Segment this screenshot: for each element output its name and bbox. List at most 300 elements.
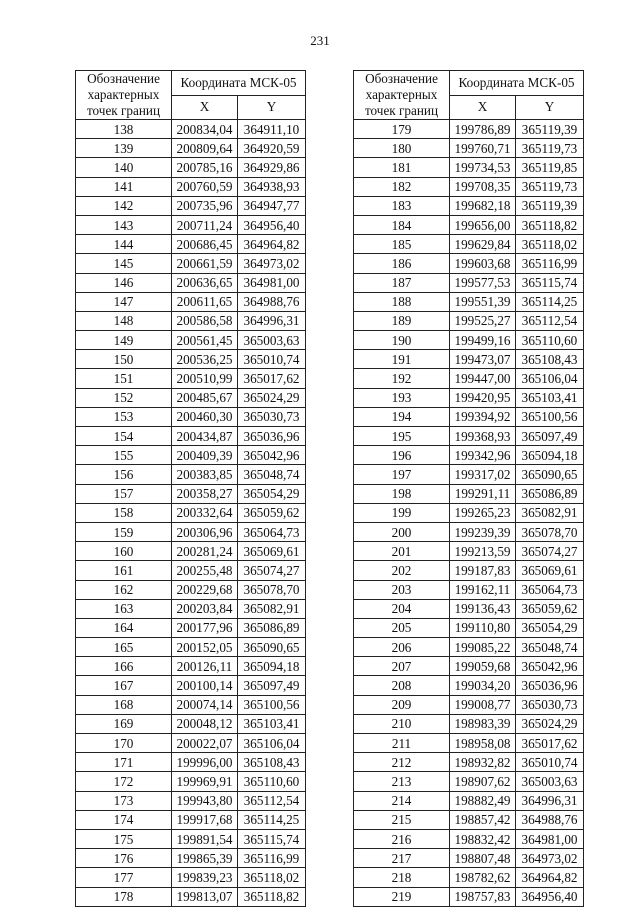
table-row — [354, 215, 584, 234]
point-number-cell: 184 — [354, 215, 450, 234]
point-number-cell: 217 — [354, 849, 450, 868]
point-number-cell: 194 — [354, 407, 450, 426]
point-number-cell: 152 — [76, 388, 172, 407]
y-coordinate-cell: 365112,54 — [516, 311, 584, 330]
table-row — [354, 599, 584, 618]
table-row — [76, 657, 306, 676]
point-number-cell: 163 — [76, 599, 172, 618]
table-row — [354, 120, 584, 139]
point-number-cell: 202 — [354, 561, 450, 580]
x-coordinate-cell: 200809,64 — [172, 139, 238, 158]
table-row — [354, 177, 584, 196]
x-coordinate-cell: 200281,24 — [172, 542, 238, 561]
y-coordinate-cell: 365115,74 — [516, 273, 584, 292]
point-number-cell: 206 — [354, 638, 450, 657]
y-coordinate-cell: 365118,82 — [238, 887, 306, 906]
point-number-cell: 140 — [76, 158, 172, 177]
point-number-cell: 188 — [354, 292, 450, 311]
x-coordinate-cell: 200485,67 — [172, 388, 238, 407]
page-number: 231 — [310, 33, 330, 48]
table-row — [76, 120, 306, 139]
point-number-cell: 153 — [76, 407, 172, 426]
y-coordinate-cell: 365118,82 — [516, 215, 584, 234]
x-coordinate-cell: 198958,08 — [450, 734, 516, 753]
y-coordinate-cell: 364996,31 — [238, 311, 306, 330]
table-row — [354, 369, 584, 388]
table-row — [76, 695, 306, 714]
table-row — [354, 254, 584, 273]
point-number-cell: 190 — [354, 331, 450, 350]
x-coordinate-cell: 199394,92 — [450, 407, 516, 426]
table-row — [76, 484, 306, 503]
point-number-cell: 177 — [76, 868, 172, 887]
table-row — [76, 254, 306, 273]
point-number-cell: 208 — [354, 676, 450, 695]
y-coordinate-cell: 365003,63 — [516, 772, 584, 791]
x-coordinate-cell: 199059,68 — [450, 657, 516, 676]
x-coordinate-cell: 199917,68 — [172, 810, 238, 829]
y-coordinate-cell: 364911,10 — [238, 120, 306, 139]
y-coordinate-cell: 364956,40 — [238, 215, 306, 234]
x-coordinate-cell: 200100,14 — [172, 676, 238, 695]
header-coordinate: Координата МСК-05 — [450, 71, 584, 96]
header-y: Y — [516, 95, 584, 120]
point-number-cell: 155 — [76, 446, 172, 465]
point-number-cell: 191 — [354, 350, 450, 369]
y-coordinate-cell: 365110,60 — [238, 772, 306, 791]
point-number-cell: 198 — [354, 484, 450, 503]
y-coordinate-cell: 365042,96 — [238, 446, 306, 465]
y-coordinate-cell: 365024,29 — [516, 714, 584, 733]
y-coordinate-cell: 365078,70 — [516, 522, 584, 541]
point-number-cell: 216 — [354, 829, 450, 848]
table-row — [354, 388, 584, 407]
point-number-cell: 148 — [76, 311, 172, 330]
point-number-cell: 213 — [354, 772, 450, 791]
point-number-cell: 139 — [76, 139, 172, 158]
point-number-cell: 187 — [354, 273, 450, 292]
x-coordinate-cell: 200358,27 — [172, 484, 238, 503]
point-number-cell: 151 — [76, 369, 172, 388]
y-coordinate-cell: 365064,73 — [516, 580, 584, 599]
y-coordinate-cell: 364988,76 — [238, 292, 306, 311]
table-row — [76, 388, 306, 407]
point-number-cell: 201 — [354, 542, 450, 561]
y-coordinate-cell: 365048,74 — [238, 465, 306, 484]
y-coordinate-cell: 365064,73 — [238, 522, 306, 541]
y-coordinate-cell: 365082,91 — [516, 503, 584, 522]
point-number-cell: 165 — [76, 638, 172, 657]
table-row — [76, 638, 306, 657]
point-number-cell: 200 — [354, 522, 450, 541]
point-number-cell: 212 — [354, 753, 450, 772]
x-coordinate-cell: 199629,84 — [450, 235, 516, 254]
y-coordinate-cell: 365112,54 — [238, 791, 306, 810]
y-coordinate-cell: 365094,18 — [238, 657, 306, 676]
table-row — [354, 734, 584, 753]
x-coordinate-cell: 200586,58 — [172, 311, 238, 330]
y-coordinate-cell: 365010,74 — [516, 753, 584, 772]
x-coordinate-cell: 200152,05 — [172, 638, 238, 657]
y-coordinate-cell: 365116,99 — [516, 254, 584, 273]
point-number-cell: 209 — [354, 695, 450, 714]
coordinates-table-left — [75, 70, 306, 907]
y-coordinate-cell: 365048,74 — [516, 638, 584, 657]
y-coordinate-cell: 365115,74 — [238, 829, 306, 848]
x-coordinate-cell: 199420,95 — [450, 388, 516, 407]
x-coordinate-cell: 198832,42 — [450, 829, 516, 848]
table-row — [76, 734, 306, 753]
x-coordinate-cell: 200177,96 — [172, 618, 238, 637]
y-coordinate-cell: 364956,40 — [516, 887, 584, 906]
point-number-cell: 192 — [354, 369, 450, 388]
table-row — [354, 158, 584, 177]
table-row — [76, 446, 306, 465]
y-coordinate-cell: 365036,96 — [516, 676, 584, 695]
point-number-cell: 160 — [76, 542, 172, 561]
x-coordinate-cell: 200255,48 — [172, 561, 238, 580]
point-number-cell: 157 — [76, 484, 172, 503]
y-coordinate-cell: 365118,02 — [516, 235, 584, 254]
x-coordinate-cell: 198983,39 — [450, 714, 516, 733]
y-coordinate-cell: 365114,25 — [516, 292, 584, 311]
y-coordinate-cell: 365030,73 — [238, 407, 306, 426]
y-coordinate-cell: 365094,18 — [516, 446, 584, 465]
point-number-cell: 141 — [76, 177, 172, 196]
table-row — [354, 350, 584, 369]
x-coordinate-cell: 200510,99 — [172, 369, 238, 388]
table-row — [354, 446, 584, 465]
x-coordinate-cell: 200409,39 — [172, 446, 238, 465]
table-row — [354, 829, 584, 848]
point-number-cell: 211 — [354, 734, 450, 753]
table-row — [354, 657, 584, 676]
x-coordinate-cell: 200074,14 — [172, 695, 238, 714]
x-coordinate-cell: 200735,96 — [172, 196, 238, 215]
y-coordinate-cell: 364981,00 — [516, 829, 584, 848]
table-row — [354, 503, 584, 522]
table-row — [354, 638, 584, 657]
y-coordinate-cell: 365042,96 — [516, 657, 584, 676]
table-row — [354, 810, 584, 829]
table-row — [354, 273, 584, 292]
point-number-cell: 167 — [76, 676, 172, 695]
x-coordinate-cell: 199839,23 — [172, 868, 238, 887]
table-row — [354, 311, 584, 330]
x-coordinate-cell: 199525,27 — [450, 311, 516, 330]
point-number-cell: 147 — [76, 292, 172, 311]
table-row — [354, 522, 584, 541]
point-number-cell: 186 — [354, 254, 450, 273]
y-coordinate-cell: 365036,96 — [238, 427, 306, 446]
table-row — [354, 235, 584, 254]
table-row — [76, 369, 306, 388]
y-coordinate-cell: 364920,59 — [238, 139, 306, 158]
table-row — [354, 714, 584, 733]
point-number-cell: 149 — [76, 331, 172, 350]
table-row — [354, 580, 584, 599]
x-coordinate-cell: 199317,02 — [450, 465, 516, 484]
y-coordinate-cell: 365074,27 — [238, 561, 306, 580]
table-row — [76, 618, 306, 637]
table-row — [76, 599, 306, 618]
table-row — [76, 331, 306, 350]
x-coordinate-cell: 199265,23 — [450, 503, 516, 522]
y-coordinate-cell: 365114,25 — [238, 810, 306, 829]
y-coordinate-cell: 364929,86 — [238, 158, 306, 177]
y-coordinate-cell: 365090,65 — [516, 465, 584, 484]
y-coordinate-cell: 364981,00 — [238, 273, 306, 292]
y-coordinate-cell: 364988,76 — [516, 810, 584, 829]
x-coordinate-cell: 200760,59 — [172, 177, 238, 196]
point-number-cell: 156 — [76, 465, 172, 484]
y-coordinate-cell: 365119,73 — [516, 177, 584, 196]
point-number-cell: 203 — [354, 580, 450, 599]
y-coordinate-cell: 364973,02 — [516, 849, 584, 868]
y-coordinate-cell: 365118,02 — [238, 868, 306, 887]
table-row — [76, 427, 306, 446]
x-coordinate-cell: 199473,07 — [450, 350, 516, 369]
y-coordinate-cell: 365116,99 — [238, 849, 306, 868]
x-coordinate-cell: 199239,39 — [450, 522, 516, 541]
point-number-cell: 166 — [76, 657, 172, 676]
point-number-cell: 168 — [76, 695, 172, 714]
x-coordinate-cell: 199499,16 — [450, 331, 516, 350]
point-number-cell: 218 — [354, 868, 450, 887]
x-coordinate-cell: 200711,24 — [172, 215, 238, 234]
x-coordinate-cell: 199162,11 — [450, 580, 516, 599]
point-number-cell: 197 — [354, 465, 450, 484]
y-coordinate-cell: 365086,89 — [516, 484, 584, 503]
x-coordinate-cell: 200332,64 — [172, 503, 238, 522]
table-row — [354, 753, 584, 772]
x-coordinate-cell: 199008,77 — [450, 695, 516, 714]
point-number-cell: 215 — [354, 810, 450, 829]
point-number-cell: 189 — [354, 311, 450, 330]
x-coordinate-cell: 200229,68 — [172, 580, 238, 599]
y-coordinate-cell: 365119,85 — [516, 158, 584, 177]
x-coordinate-cell: 199786,89 — [450, 120, 516, 139]
point-number-cell: 219 — [354, 887, 450, 906]
y-coordinate-cell: 365024,29 — [238, 388, 306, 407]
x-coordinate-cell: 200686,45 — [172, 235, 238, 254]
table-row — [354, 292, 584, 311]
x-coordinate-cell: 198757,83 — [450, 887, 516, 906]
x-coordinate-cell: 200636,65 — [172, 273, 238, 292]
point-number-cell: 173 — [76, 791, 172, 810]
x-coordinate-cell: 199551,39 — [450, 292, 516, 311]
table-row — [354, 791, 584, 810]
x-coordinate-cell: 198882,49 — [450, 791, 516, 810]
x-coordinate-cell: 199291,11 — [450, 484, 516, 503]
x-coordinate-cell: 199187,83 — [450, 561, 516, 580]
table-row — [76, 465, 306, 484]
y-coordinate-cell: 365106,04 — [238, 734, 306, 753]
point-number-cell: 199 — [354, 503, 450, 522]
point-number-cell: 195 — [354, 427, 450, 446]
x-coordinate-cell: 198907,62 — [450, 772, 516, 791]
point-number-cell: 183 — [354, 196, 450, 215]
point-number-cell: 210 — [354, 714, 450, 733]
point-number-cell: 204 — [354, 599, 450, 618]
table-row — [76, 311, 306, 330]
header-designation: Обозначение характерных точек границ — [76, 71, 172, 120]
x-coordinate-cell: 200126,11 — [172, 657, 238, 676]
x-coordinate-cell: 200834,04 — [172, 120, 238, 139]
table-row — [354, 676, 584, 695]
header-x: X — [172, 95, 238, 120]
x-coordinate-cell: 199943,80 — [172, 791, 238, 810]
table-row — [76, 791, 306, 810]
point-number-cell: 162 — [76, 580, 172, 599]
point-number-cell: 185 — [354, 235, 450, 254]
x-coordinate-cell: 198932,82 — [450, 753, 516, 772]
point-number-cell: 172 — [76, 772, 172, 791]
point-number-cell: 175 — [76, 829, 172, 848]
x-coordinate-cell: 199734,53 — [450, 158, 516, 177]
y-coordinate-cell: 365097,49 — [238, 676, 306, 695]
table-row — [354, 139, 584, 158]
x-coordinate-cell: 200022,07 — [172, 734, 238, 753]
y-coordinate-cell: 365119,73 — [516, 139, 584, 158]
table-row — [76, 235, 306, 254]
y-coordinate-cell: 365100,56 — [516, 407, 584, 426]
y-coordinate-cell: 365059,62 — [516, 599, 584, 618]
point-number-cell: 181 — [354, 158, 450, 177]
table-row — [354, 484, 584, 503]
table-row — [76, 292, 306, 311]
point-number-cell: 205 — [354, 618, 450, 637]
table-row — [76, 522, 306, 541]
y-coordinate-cell: 365059,62 — [238, 503, 306, 522]
table-row — [354, 407, 584, 426]
x-coordinate-cell: 199760,71 — [450, 139, 516, 158]
table-row — [76, 215, 306, 234]
x-coordinate-cell: 200383,85 — [172, 465, 238, 484]
header-coordinate: Координата МСК-05 — [172, 71, 306, 96]
x-coordinate-cell: 200434,87 — [172, 427, 238, 446]
point-number-cell: 182 — [354, 177, 450, 196]
table-row — [76, 810, 306, 829]
point-number-cell: 207 — [354, 657, 450, 676]
x-coordinate-cell: 199865,39 — [172, 849, 238, 868]
table-row — [76, 158, 306, 177]
point-number-cell: 161 — [76, 561, 172, 580]
table-row — [354, 331, 584, 350]
point-number-cell: 150 — [76, 350, 172, 369]
point-number-cell: 171 — [76, 753, 172, 772]
x-coordinate-cell: 199969,91 — [172, 772, 238, 791]
x-coordinate-cell: 199368,93 — [450, 427, 516, 446]
table-row — [76, 753, 306, 772]
x-coordinate-cell: 198857,42 — [450, 810, 516, 829]
y-coordinate-cell: 365110,60 — [516, 331, 584, 350]
header-designation: Обозначение характерных точек границ — [354, 71, 450, 120]
table-row — [354, 465, 584, 484]
y-coordinate-cell: 365017,62 — [516, 734, 584, 753]
point-number-cell: 193 — [354, 388, 450, 407]
header-y: Y — [238, 95, 306, 120]
point-number-cell: 196 — [354, 446, 450, 465]
table-row — [76, 561, 306, 580]
x-coordinate-cell: 200460,30 — [172, 407, 238, 426]
x-coordinate-cell: 200785,16 — [172, 158, 238, 177]
point-number-cell: 142 — [76, 196, 172, 215]
point-number-cell: 159 — [76, 522, 172, 541]
y-coordinate-cell: 364947,77 — [238, 196, 306, 215]
y-coordinate-cell: 365106,04 — [516, 369, 584, 388]
table-row — [354, 695, 584, 714]
y-coordinate-cell: 365103,41 — [238, 714, 306, 733]
x-coordinate-cell: 198807,48 — [450, 849, 516, 868]
y-coordinate-cell: 365017,62 — [238, 369, 306, 388]
table-row — [354, 849, 584, 868]
point-number-cell: 180 — [354, 139, 450, 158]
table-row — [354, 427, 584, 446]
x-coordinate-cell: 198782,62 — [450, 868, 516, 887]
y-coordinate-cell: 365086,89 — [238, 618, 306, 637]
table-row — [76, 407, 306, 426]
table-row — [354, 618, 584, 637]
y-coordinate-cell: 364973,02 — [238, 254, 306, 273]
x-coordinate-cell: 199342,96 — [450, 446, 516, 465]
point-number-cell: 158 — [76, 503, 172, 522]
point-number-cell: 138 — [76, 120, 172, 139]
y-coordinate-cell: 364964,82 — [238, 235, 306, 254]
x-coordinate-cell: 199577,53 — [450, 273, 516, 292]
table-row — [76, 714, 306, 733]
table-row — [76, 868, 306, 887]
table-row — [76, 829, 306, 848]
y-coordinate-cell: 365097,49 — [516, 427, 584, 446]
x-coordinate-cell: 200536,25 — [172, 350, 238, 369]
x-coordinate-cell: 199110,80 — [450, 618, 516, 637]
x-coordinate-cell: 200203,84 — [172, 599, 238, 618]
point-number-cell: 154 — [76, 427, 172, 446]
x-coordinate-cell: 199603,68 — [450, 254, 516, 273]
y-coordinate-cell: 364996,31 — [516, 791, 584, 810]
y-coordinate-cell: 365103,41 — [516, 388, 584, 407]
x-coordinate-cell: 199708,35 — [450, 177, 516, 196]
point-number-cell: 146 — [76, 273, 172, 292]
x-coordinate-cell: 199447,00 — [450, 369, 516, 388]
table-row — [354, 772, 584, 791]
point-number-cell: 214 — [354, 791, 450, 810]
table-row — [354, 868, 584, 887]
y-coordinate-cell: 365090,65 — [238, 638, 306, 657]
x-coordinate-cell: 199656,00 — [450, 215, 516, 234]
y-coordinate-cell: 365108,43 — [516, 350, 584, 369]
table-row — [76, 196, 306, 215]
y-coordinate-cell: 365108,43 — [238, 753, 306, 772]
point-number-cell: 178 — [76, 887, 172, 906]
table-row — [76, 887, 306, 906]
x-coordinate-cell: 200661,59 — [172, 254, 238, 273]
point-number-cell: 143 — [76, 215, 172, 234]
header-x: X — [450, 95, 516, 120]
y-coordinate-cell: 364964,82 — [516, 868, 584, 887]
y-coordinate-cell: 365074,27 — [516, 542, 584, 561]
x-coordinate-cell: 199891,54 — [172, 829, 238, 848]
table-row — [76, 849, 306, 868]
x-coordinate-cell: 200611,65 — [172, 292, 238, 311]
x-coordinate-cell: 199136,43 — [450, 599, 516, 618]
x-coordinate-cell: 199682,18 — [450, 196, 516, 215]
table-row — [76, 139, 306, 158]
table-row — [76, 350, 306, 369]
x-coordinate-cell: 199213,59 — [450, 542, 516, 561]
point-number-cell: 169 — [76, 714, 172, 733]
